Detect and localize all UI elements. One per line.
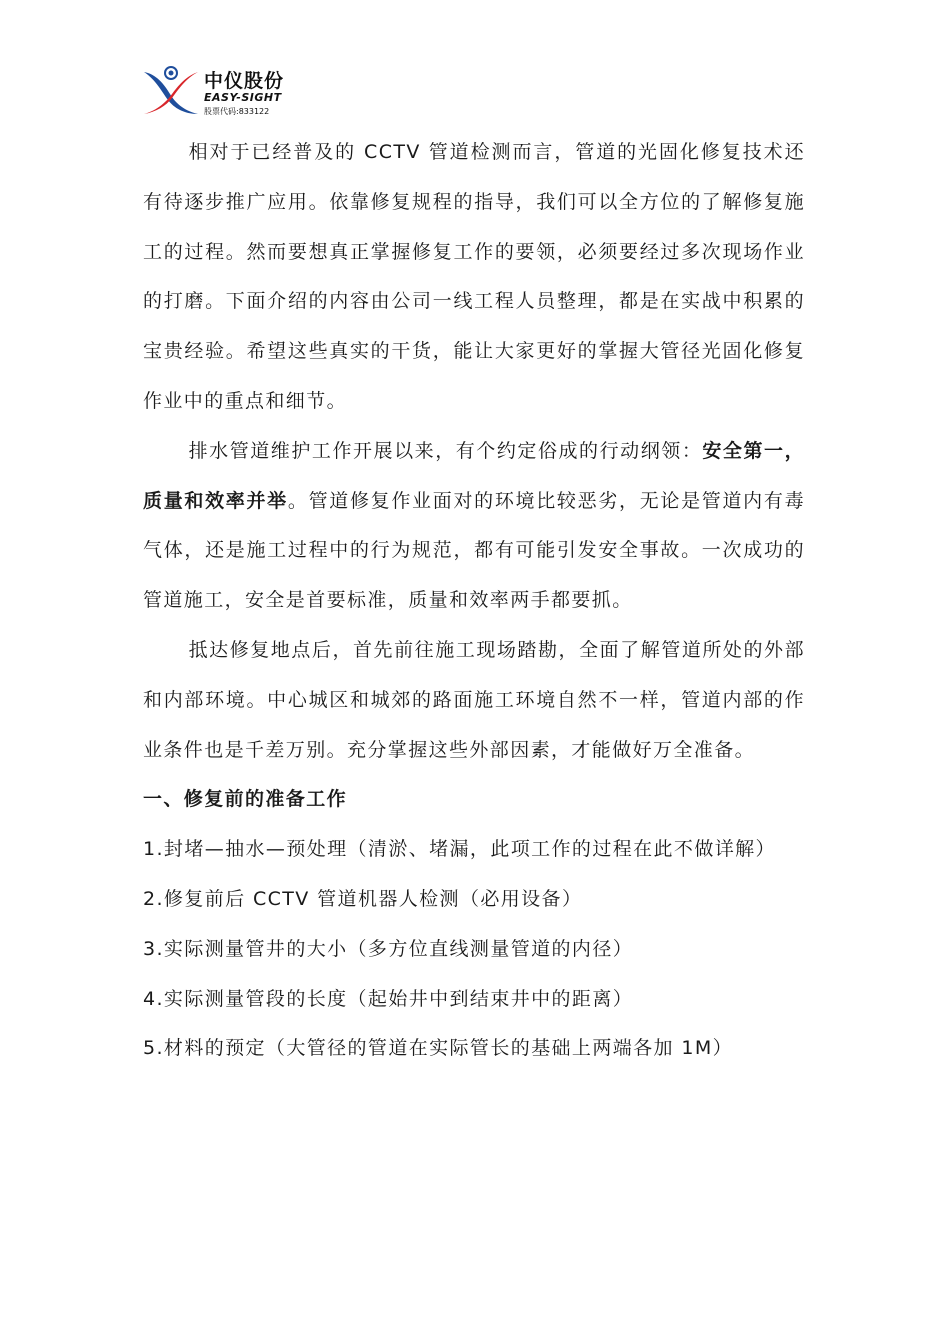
company-name-en: EASY-SIGHT (204, 91, 282, 104)
list-item-5: 5.材料的预定（大管径的管道在实际管长的基础上两端各加 1M） (143, 1037, 734, 1060)
safety-suffix: 。管道修复作业面对的环境比较恶劣，无论是管道内有毒气体，还是施工过程中的行为规范，都有可能引发安全事故。一次成功的管道施工，安全是首要标准，质量和效率两手都要抓。 (143, 489, 805, 612)
list-item-2: 2.修复前后 CCTV 管道机器人检测（必用设备） (143, 887, 583, 910)
stock-code: 股票代码:833122 (204, 107, 270, 116)
list-item-1: 1.封堵—抽水—预处理（清淤、堵漏，此项工作的过程在此不做详解） (143, 838, 776, 861)
list-item-4: 4.实际测量管段的长度（起始井中到结束井中的距离） (143, 987, 634, 1010)
safety-prefix: 排水管道维护工作开展以来，有个约定俗成的行动纲领： (188, 439, 703, 462)
section-heading: 一、修复前的准备工作 (143, 788, 348, 811)
paragraph-intro: 相对于已经普及的 CCTV 管道检测而言，管道的光固化修复技术还有待逐步推广应用。依靠修复规程的指导，我们可以全方位的了解修复施工的过程。然而要想真正掌握修复工作的要领，必须要经过多次现场作业的打磨。下面介绍的内容由公司一线工程人员整理，都是在实战中积累的宝贵经验。希望这些真实的干货，能让大家更好的掌握大管径光固化修复作业中的重点和细节。 (143, 141, 805, 412)
list-item-3: 3.实际测量管井的大小（多方位直线测量管道的内径） (143, 937, 634, 960)
company-logo (142, 62, 312, 120)
document-body (143, 128, 805, 1074)
paragraph-safety (143, 427, 805, 626)
paragraph-survey: 抵达修复地点后，首先前往施工现场踏勘，全面了解管道所处的外部和内部环境。中心城区和城郊的路面施工环境自然不一样，管道内部的作业条件也是千差万别。充分掌握这些外部因素，才能做好万全准备。 (143, 638, 805, 761)
company-name-cn: 中仪股份 (204, 70, 285, 92)
easy-sight-logo-icon (142, 64, 200, 116)
safety-motto: 安全第一，质量和效率并举 (143, 439, 805, 512)
